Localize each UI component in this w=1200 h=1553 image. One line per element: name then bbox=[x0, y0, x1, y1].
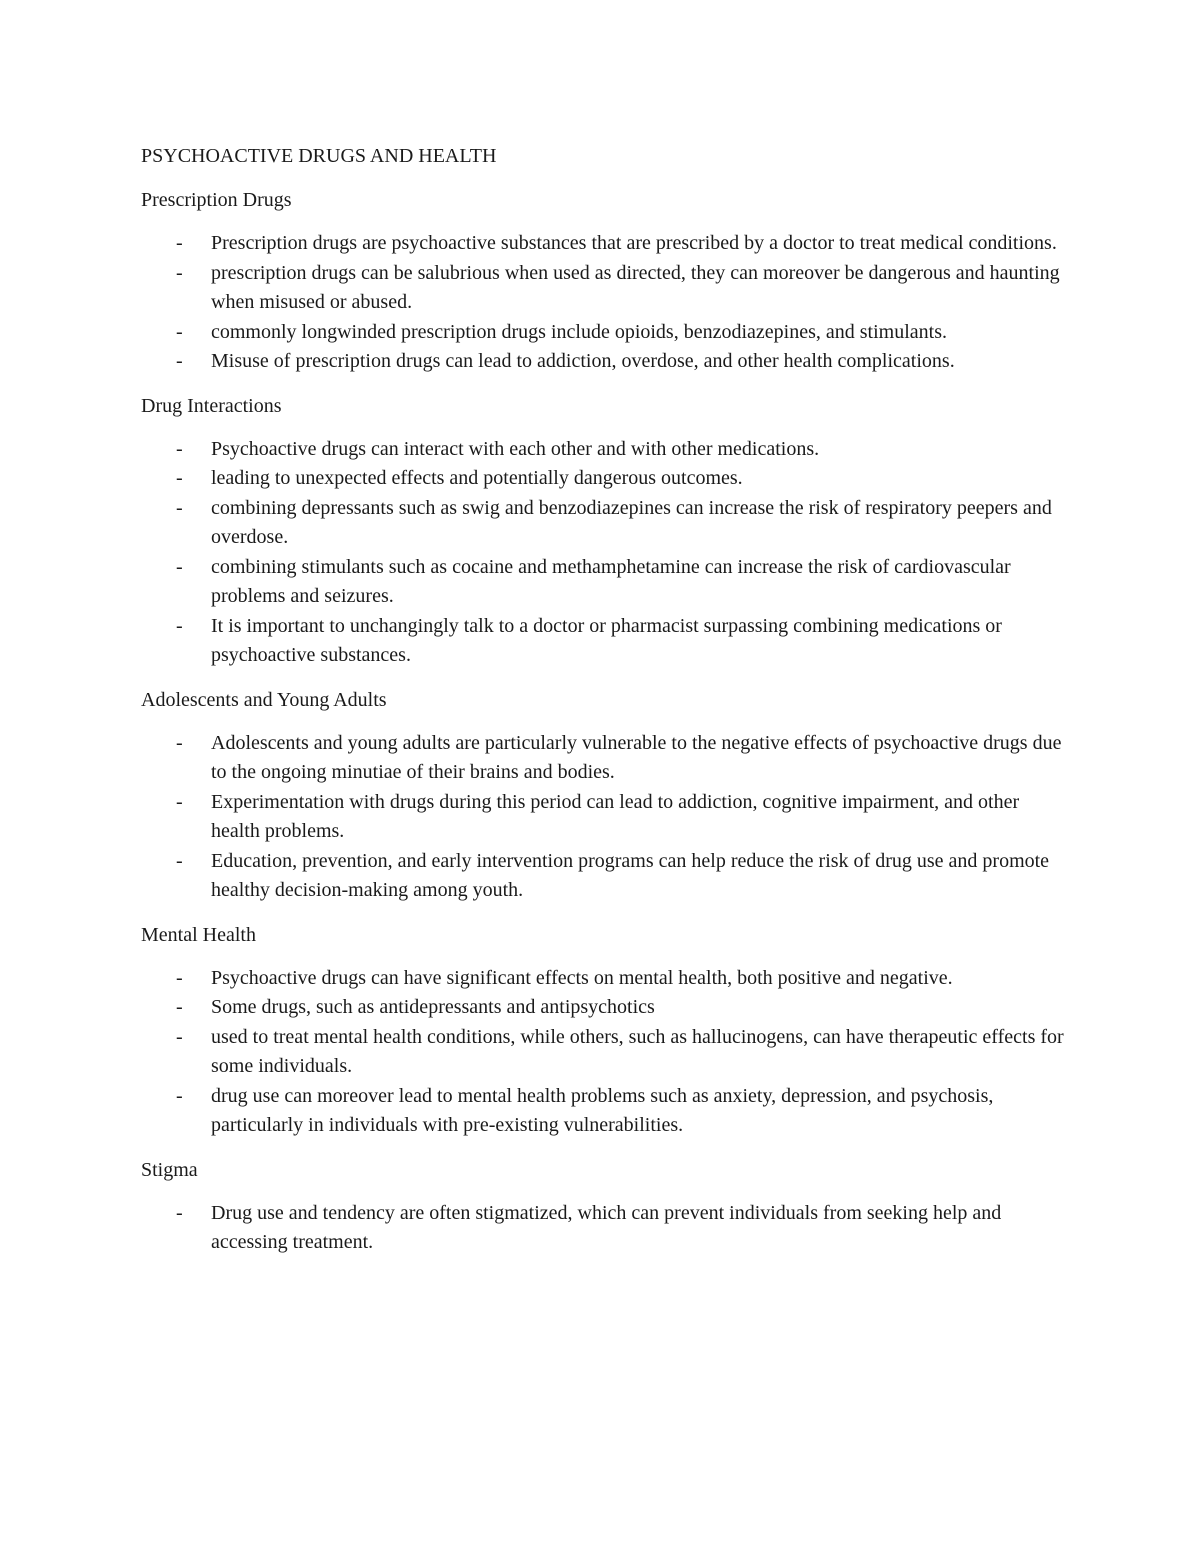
bullet-list bbox=[141, 729, 1071, 906]
list-item-text: Some drugs, such as antidepressants and antipsychotics bbox=[211, 996, 655, 1018]
list-item bbox=[141, 259, 1071, 318]
list-item-text: Misuse of prescription drugs can lead to addiction, overdose, and other health complications. bbox=[211, 350, 955, 372]
list-item-text: It is important to unchangingly talk to a doctor or pharmacist surpassing combining medications or psychoactive substances. bbox=[211, 614, 1002, 666]
list-item-text: Psychoactive drugs can have significant effects on mental health, both positive and negative. bbox=[211, 966, 953, 989]
list-item-text: Drug use and tendency are often stigmatized, which can prevent individuals from seeking help and accessing treatment. bbox=[211, 1201, 1002, 1253]
document-body bbox=[141, 185, 1071, 1258]
bullet-marker: - bbox=[176, 320, 183, 343]
section-1 bbox=[141, 391, 1071, 671]
bullet-marker: - bbox=[176, 790, 183, 813]
list-item bbox=[141, 318, 1071, 348]
bullet-marker: - bbox=[176, 614, 183, 637]
bullet-list bbox=[141, 1199, 1071, 1258]
list-item-text: leading to unexpected effects and potentially dangerous outcomes. bbox=[211, 467, 743, 489]
bullet-marker: - bbox=[176, 467, 183, 489]
document-page bbox=[141, 141, 1071, 1272]
list-item bbox=[141, 464, 1071, 494]
document-title: PSYCHOACTIVE DRUGS AND HEALTH bbox=[141, 145, 497, 167]
list-item bbox=[141, 553, 1071, 612]
bullet-marker: - bbox=[176, 350, 183, 372]
list-item-text: combining stimulants such as cocaine and methamphetamine can increase the risk of cardiovascular problems and seizures. bbox=[211, 555, 1011, 607]
bullet-marker: - bbox=[176, 966, 183, 989]
list-item-text: prescription drugs can be salubrious when used as directed, they can moreover be dangerous and haunting when misused or abused. bbox=[211, 261, 1060, 313]
list-item-text: Adolescents and young adults are particularly vulnerable to the negative effects of psychoactive drugs due to the ongoing minutiae of their brains and bodies. bbox=[211, 731, 1062, 783]
list-item bbox=[141, 612, 1071, 671]
bullet-marker: - bbox=[176, 849, 183, 872]
bullet-marker: - bbox=[176, 555, 183, 578]
list-item bbox=[141, 229, 1071, 259]
bullet-marker: - bbox=[176, 996, 183, 1018]
list-item bbox=[141, 1023, 1071, 1082]
section-heading: Stigma bbox=[141, 1158, 198, 1181]
section-3 bbox=[141, 920, 1071, 1141]
section-heading: Drug Interactions bbox=[141, 394, 282, 417]
list-item-text: Experimentation with drugs during this period can lead to addiction, cognitive impairment, and other health problems. bbox=[211, 790, 1020, 842]
section-heading: Mental Health bbox=[141, 923, 256, 946]
bullet-marker: - bbox=[176, 731, 183, 754]
list-item bbox=[141, 347, 1071, 377]
bullet-marker: - bbox=[176, 1084, 183, 1107]
list-item bbox=[141, 729, 1071, 788]
bullet-marker: - bbox=[176, 496, 183, 519]
list-item-text: combining depressants such as swig and benzodiazepines can increase the risk of respiratory peepers and overdose. bbox=[211, 496, 1052, 548]
bullet-list bbox=[141, 229, 1071, 377]
bullet-marker: - bbox=[176, 437, 183, 460]
section-4 bbox=[141, 1155, 1071, 1258]
section-2 bbox=[141, 685, 1071, 906]
list-item bbox=[141, 964, 1071, 994]
list-item bbox=[141, 788, 1071, 847]
list-item-text: drug use can moreover lead to mental health problems such as anxiety, depression, and psychosis, particularly in individuals with pre-existing vulnerabilities. bbox=[211, 1084, 994, 1136]
bullet-marker: - bbox=[176, 232, 183, 254]
list-item-text: commonly longwinded prescription drugs include opioids, benzodiazepines, and stimulants. bbox=[211, 320, 947, 343]
list-item-text: Education, prevention, and early intervention programs can help reduce the risk of drug use and promote healthy decision-making among youth. bbox=[211, 849, 1050, 901]
list-item-text: Psychoactive drugs can interact with each other and with other medications. bbox=[211, 437, 820, 460]
list-item bbox=[141, 847, 1071, 906]
bullet-list bbox=[141, 435, 1071, 671]
bullet-marker: - bbox=[176, 1025, 183, 1048]
list-item bbox=[141, 494, 1071, 553]
bullet-marker: - bbox=[176, 261, 183, 284]
section-heading: Prescription Drugs bbox=[141, 189, 292, 211]
bullet-marker: - bbox=[176, 1201, 183, 1224]
list-item bbox=[141, 993, 1071, 1023]
list-item-text: Prescription drugs are psychoactive substances that are prescribed by a doctor to treat medical conditions. bbox=[211, 232, 1057, 254]
list-item bbox=[141, 435, 1071, 465]
list-item bbox=[141, 1199, 1071, 1258]
list-item-text: used to treat mental health conditions, while others, such as hallucinogens, can have therapeutic effects for some individuals. bbox=[211, 1025, 1064, 1077]
section-heading: Adolescents and Young Adults bbox=[141, 688, 387, 711]
list-item bbox=[141, 1082, 1071, 1141]
bullet-list bbox=[141, 964, 1071, 1141]
section-0 bbox=[141, 185, 1071, 377]
